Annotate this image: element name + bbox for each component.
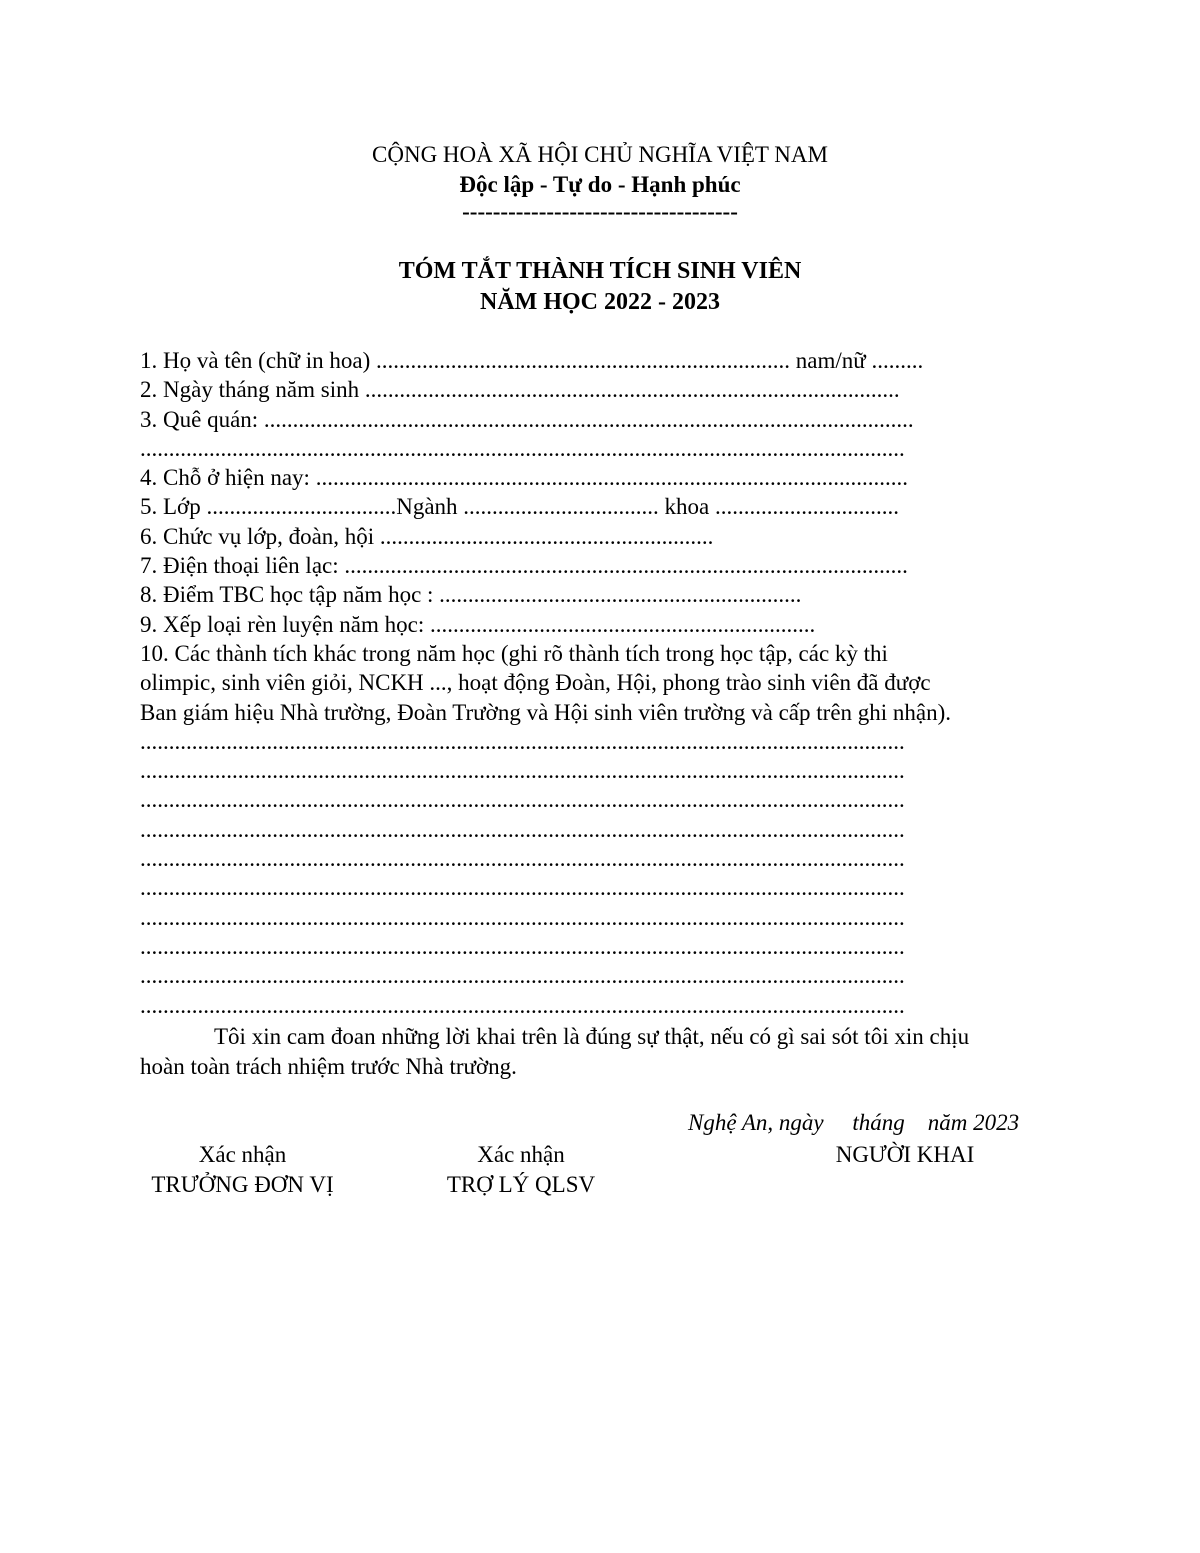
blank-line: ..................................................................................................................................... <box>140 963 905 989</box>
blank-line: ..................................................................................................................................... <box>140 728 905 754</box>
field-hometown: 3. Quê quán: ................................................................................................................. <box>140 406 914 432</box>
signature-role: NGƯỜI KHAI <box>835 1142 975 1167</box>
field-full-name: 1. Họ và tên (chữ in hoa) ........................................................................ nam/nữ ......... <box>140 348 924 373</box>
field-date-of-birth: 2. Ngày tháng năm sinh ............................................................................................. <box>140 377 900 403</box>
national-motto: Độc lập - Tự do - Hạnh phúc <box>459 172 741 197</box>
signature-label: Xác nhận <box>198 1142 287 1167</box>
blank-line: ..................................................................................................................................... <box>140 816 905 842</box>
blank-line: ..................................................................................................................................... <box>140 933 905 959</box>
form-fields <box>140 346 1060 1020</box>
pledge-line-2: hoàn toàn trách nhiệm trước Nhà trường. <box>140 1054 517 1079</box>
signature-role: TRỢ LÝ QLSV <box>446 1172 596 1197</box>
document-title: TÓM TẮT THÀNH TÍCH SINH VIÊN <box>398 258 802 284</box>
header-divider: ------------------------------------ <box>462 199 738 224</box>
blank-line: ..................................................................................................................................... <box>140 846 905 872</box>
field-current-residence: 4. Chỗ ở hiện nay: ....................................................................................................... <box>140 465 908 491</box>
signature-declarant <box>800 1140 1010 1170</box>
field-achievements-line-2: olimpic, sinh viên giỏi, NCKH ..., hoạt động Đoàn, Hội, phong trào sinh viên đã được <box>140 670 931 696</box>
field-class-major-faculty: 5. Lớp .................................Ngành .................................. khoa ................................ <box>140 494 899 520</box>
blank-line: ..................................................................................................................................... <box>140 758 905 784</box>
signature-role: TRƯỞNG ĐƠN VỊ <box>151 1172 334 1197</box>
pledge-statement <box>140 1022 1060 1082</box>
field-achievements: 10. Các thành tích khác trong năm học (ghi rõ thành tích trong học tập, các kỳ thi <box>140 640 888 666</box>
field-conduct-rating: 9. Xếp loại rèn luyện năm học: ................................................................... <box>140 611 816 637</box>
academic-year: NĂM HỌC 2022 - 2023 <box>480 289 720 315</box>
signature-assistant <box>436 1140 606 1200</box>
signature-unit-head <box>140 1140 345 1200</box>
blank-line: ..................................................................................................................................... <box>140 787 905 813</box>
place-date-line: Nghệ An, ngày tháng năm 2023 <box>688 1110 1020 1135</box>
signature-label: Xác nhận <box>477 1142 565 1167</box>
field-position: 6. Chức vụ lớp, đoàn, hội .......................................................... <box>140 523 714 549</box>
blank-line: ..................................................................................................................................... <box>140 875 905 901</box>
pledge-line-1: Tôi xin cam đoan những lời khai trên là đúng sự thật, nếu có gì sai sót tôi xin chịu <box>214 1024 970 1049</box>
field-achievements-line-3: Ban giám hiệu Nhà trường, Đoàn Trường và Hội sinh viên trường và cấp trên ghi nhận). <box>140 699 952 725</box>
field-hometown-continued: ..................................................................................................................................... <box>140 435 905 461</box>
field-gpa: 8. Điểm TBC học tập năm học : ............................................................... <box>140 582 802 608</box>
blank-line: ..................................................................................................................................... <box>140 904 905 930</box>
blank-line: ..................................................................................................................................... <box>140 992 905 1018</box>
national-title: CỘNG HOÀ XÃ HỘI CHỦ NGHĨA VIỆT NAM <box>372 142 828 167</box>
field-phone: 7. Điện thoại liên lạc: .................................................................................................. <box>140 553 908 579</box>
